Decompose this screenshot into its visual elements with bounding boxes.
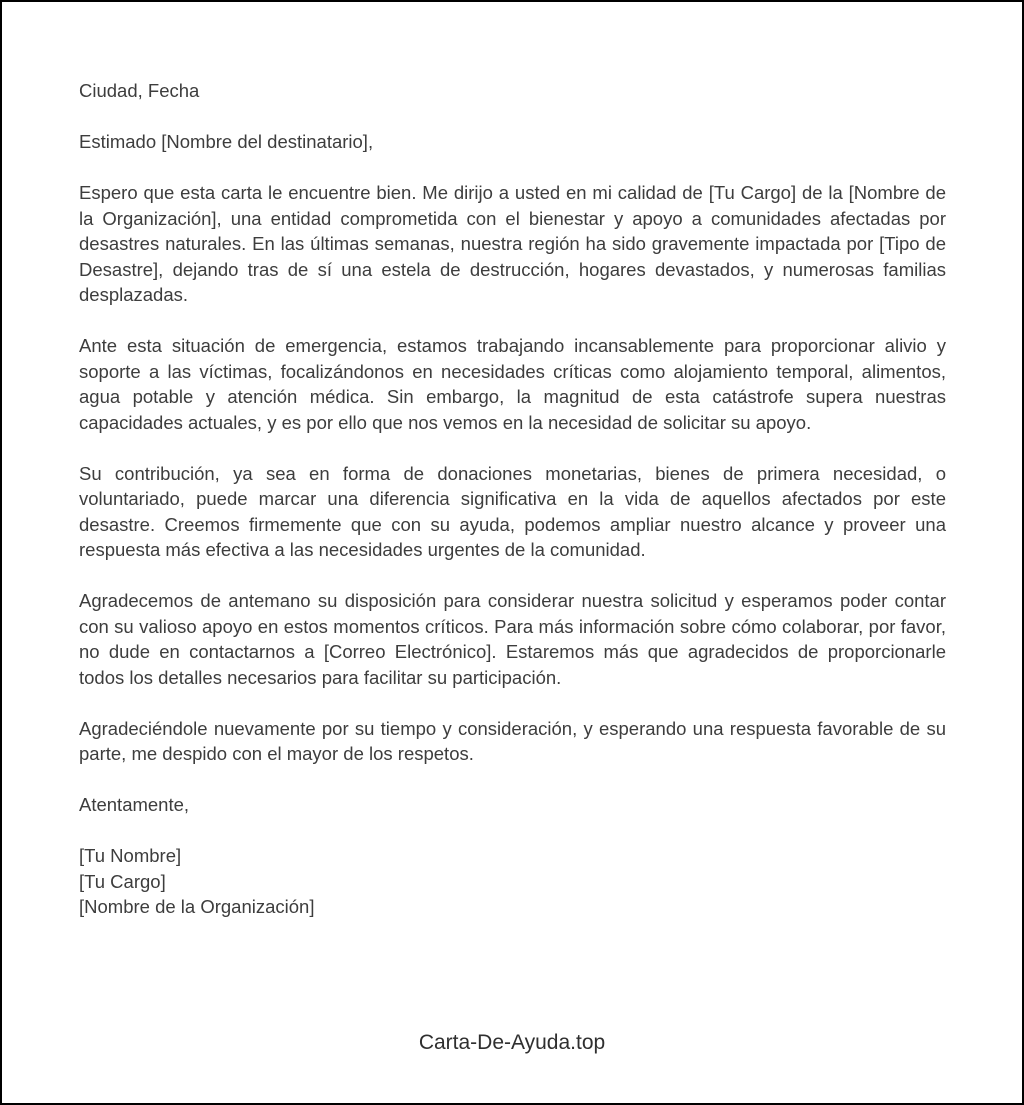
signature-role: [Tu Cargo] bbox=[79, 870, 166, 892]
date-line: Ciudad, Fecha bbox=[79, 80, 200, 101]
paragraph-thanks-contact: Agradecemos de antemano su disposición para considerar nuestra solicitud y esperamos poder contar con su valioso apoyo en estos momentos críticos. Para más información sobre cómo colaborar, por favor, no dude en contactarnos a [Correo Electrónico]. Estaremos más que agradecidos de proporcionarle todos los detalles necesarios para facilitar su participación. bbox=[79, 590, 946, 688]
signature-block bbox=[79, 843, 946, 920]
site-name: Carta-De-Ayuda.top bbox=[418, 1031, 606, 1054]
signature-name: [Tu Nombre] bbox=[79, 845, 182, 866]
signature-organization: [Nombre de la Organización] bbox=[79, 896, 315, 917]
paragraph-intro: Espero que esta carta le encuentre bien. Me dirijo a usted en mi calidad de [Tu Cargo] de la [Nombre de la Organización], una entidad comprometida con el bienestar y apoyo a comunidades afectadas por desastres naturales. En las últimas semanas, nuestra región ha sido gravemente impactada por [Tipo de Desastre], dejando tras de sí una estela de destrucción, hogares devastados, y numerosas familias desplazadas. bbox=[79, 182, 946, 305]
paragraph-emergency: Ante esta situación de emergencia, estamos trabajando incansablemente para proporcionar alivio y soporte a las víctimas, focalizándonos en necesidades críticas como alojamiento temporal, alimentos, agua potable y atención médica. Sin embargo, la magnitud de esta catástrofe supera nuestras capacidades actuales, y es por ello que nos vemos en la necesidad de solicitar su apoyo. bbox=[79, 335, 946, 433]
salutation: Estimado [Nombre del destinatario], bbox=[79, 131, 374, 152]
paragraph-contribution: Su contribución, ya sea en forma de donaciones monetarias, bienes de primera necesidad, o voluntariado, puede marcar una diferencia significativa en la vida de aquellos afectados por este desastre. Creemos firmemente que con su ayuda, podemos ampliar nuestro alcance y proveer una respuesta más efectiva a las necesidades urgentes de la comunidad. bbox=[79, 462, 946, 560]
site-footer bbox=[2, 1028, 1022, 1058]
letter-body bbox=[2, 2, 1022, 920]
paragraph-farewell: Agradeciéndole nuevamente por su tiempo y consideración, y esperando una respuesta favorable de su parte, me despido con el mayor de los respetos. bbox=[79, 717, 946, 764]
closing: Atentamente, bbox=[79, 794, 190, 815]
